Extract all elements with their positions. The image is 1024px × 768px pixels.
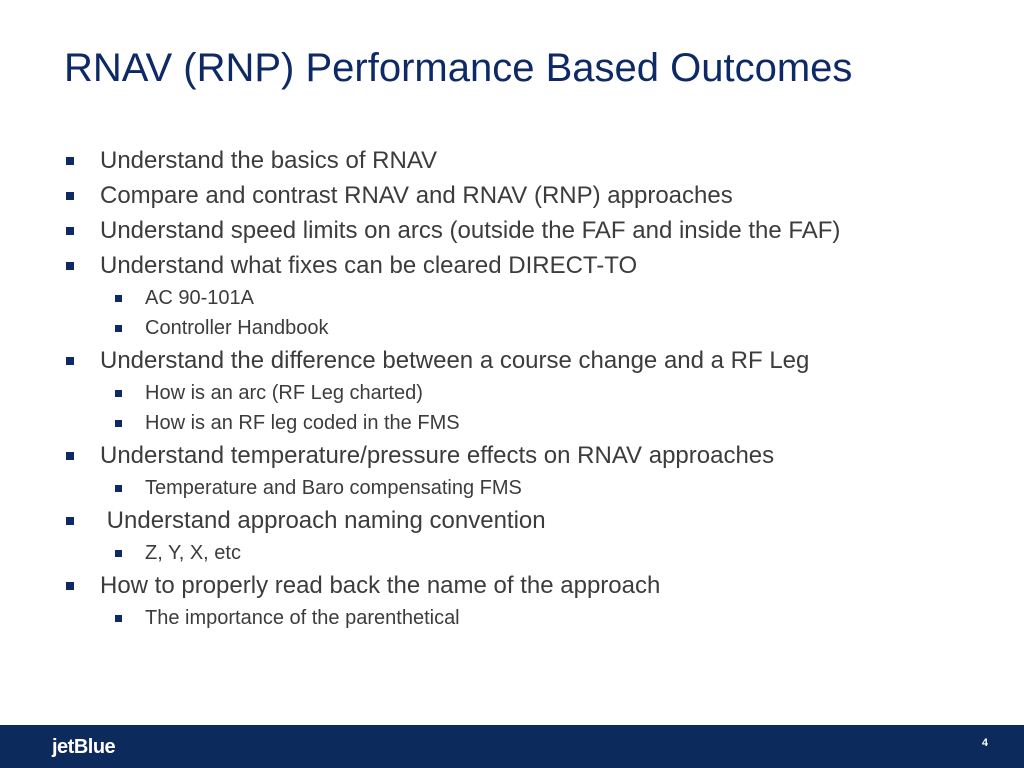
bullet-item: How to properly read back the name of the approach — [62, 573, 962, 599]
sub-bullet-item: Controller Handbook — [62, 316, 962, 340]
bullet-list — [62, 148, 962, 638]
slide-title: RNAV (RNP) Performance Based Outcomes — [64, 46, 853, 90]
bullet-item: Understand speed limits on arcs (outside the FAF and inside the FAF) — [62, 218, 962, 244]
bullet-item: Understand temperature/pressure effects on RNAV approaches — [62, 443, 962, 469]
sub-bullet-item: AC 90-101A — [62, 286, 962, 310]
sub-bullet-item: How is an RF leg coded in the FMS — [62, 411, 962, 435]
jetblue-logo: jetBlue — [52, 736, 116, 758]
bullet-item: Understand approach naming convention — [62, 508, 962, 534]
bullet-item: Compare and contrast RNAV and RNAV (RNP) approaches — [62, 183, 962, 209]
page-number: 4 — [981, 737, 988, 749]
bullet-item: Understand what fixes can be cleared DIRECT-TO — [62, 253, 962, 279]
sub-bullet-item: The importance of the parenthetical — [62, 606, 962, 630]
sub-bullet-item: How is an arc (RF Leg charted) — [62, 381, 962, 405]
footer-bar — [0, 725, 1024, 768]
bullet-item: Understand the basics of RNAV — [62, 148, 962, 174]
sub-bullet-item: Z, Y, X, etc — [62, 541, 962, 565]
bullet-item: Understand the difference between a course change and a RF Leg — [62, 348, 962, 374]
sub-bullet-item: Temperature and Baro compensating FMS — [62, 476, 962, 500]
